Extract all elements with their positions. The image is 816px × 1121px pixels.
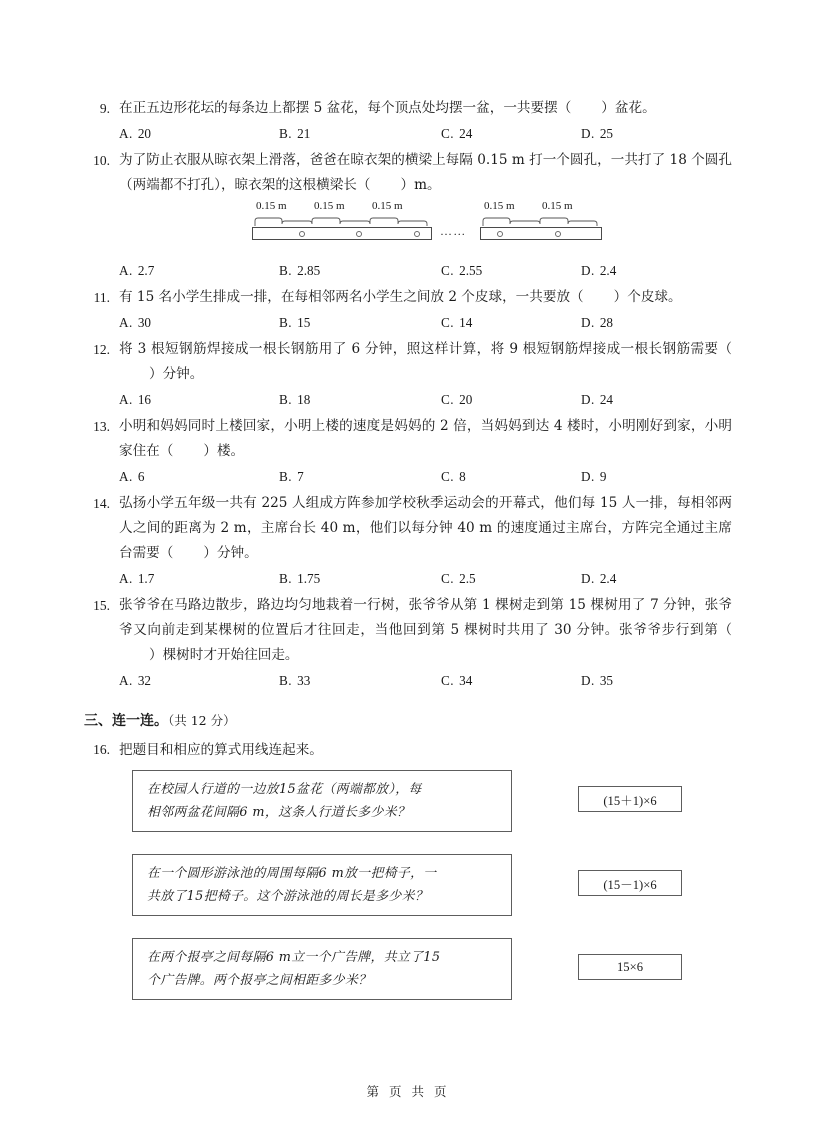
option-d-letter: D. bbox=[581, 673, 595, 688]
question-12-text bbox=[119, 337, 732, 387]
option-d-value: 2.4 bbox=[599, 571, 617, 586]
diagram-rail-right bbox=[480, 227, 602, 240]
option-b[interactable] bbox=[279, 464, 441, 489]
option-c[interactable] bbox=[441, 387, 581, 412]
option-d[interactable] bbox=[581, 387, 613, 412]
option-b-letter: B. bbox=[279, 469, 293, 484]
option-b[interactable] bbox=[279, 258, 441, 283]
option-c[interactable] bbox=[441, 310, 581, 335]
question-13-options bbox=[119, 464, 732, 489]
option-c[interactable] bbox=[441, 566, 581, 591]
option-d[interactable] bbox=[581, 566, 616, 591]
formula-text: 15×6 bbox=[617, 959, 643, 974]
question-14-tail: ）分钟。 bbox=[203, 545, 258, 561]
option-b-letter: B. bbox=[279, 315, 293, 330]
matching-row bbox=[84, 924, 732, 1002]
question-11-stem: 有 15 名小学生排成一排，在每相邻两名小学生之间放 2 个皮球，一共要放（ bbox=[119, 289, 584, 305]
diagram-label-left-3: 0.15 m bbox=[372, 200, 403, 212]
option-c-letter: C. bbox=[441, 469, 455, 484]
question-15-number: 15. bbox=[93, 598, 110, 613]
diagram-hole bbox=[414, 231, 420, 237]
option-b[interactable] bbox=[279, 566, 441, 591]
question-9-text bbox=[119, 96, 732, 121]
diagram-ellipsis: …… bbox=[440, 224, 467, 238]
option-c-letter: C. bbox=[441, 126, 455, 141]
option-a[interactable] bbox=[119, 566, 279, 591]
question-13-tail: ）楼。 bbox=[203, 443, 245, 459]
matching-prompt-1[interactable] bbox=[132, 770, 512, 832]
prompt-line: 相邻两盆花间隔6 m，这条人行道长多少米？ bbox=[147, 805, 411, 820]
option-b-letter: B. bbox=[279, 126, 293, 141]
question-14-options bbox=[119, 566, 732, 591]
option-d-value: 2.4 bbox=[599, 263, 617, 278]
matching-formula-3[interactable] bbox=[578, 954, 682, 980]
matching-prompt-2[interactable] bbox=[132, 854, 512, 916]
option-a-letter: A. bbox=[119, 571, 133, 586]
option-d-value: 9 bbox=[599, 469, 607, 484]
option-a-letter: A. bbox=[119, 263, 133, 278]
option-b-value: 2.85 bbox=[297, 263, 321, 278]
question-13-stem: 小明和妈妈同时上楼回家，小明上楼的速度是妈妈的 2 倍，当妈妈到达 4 楼时，小明刚好到家，小明家住在（ bbox=[119, 418, 732, 459]
question-11 bbox=[84, 285, 732, 335]
option-b[interactable] bbox=[279, 121, 441, 146]
question-10-tail: ）m。 bbox=[400, 177, 441, 193]
option-a-letter: A. bbox=[119, 673, 133, 688]
option-d-letter: D. bbox=[581, 469, 595, 484]
option-a-value: 2.7 bbox=[137, 263, 155, 278]
question-15-tail: ）棵树时才开始往回走。 bbox=[149, 647, 299, 663]
option-c-value: 8 bbox=[459, 469, 466, 484]
question-16-instruction: 把题目和相应的算式用线连起来。 bbox=[119, 742, 323, 757]
matching-area bbox=[84, 768, 732, 1002]
option-a-value: 16 bbox=[137, 392, 152, 407]
diagram-label-right-1: 0.15 m bbox=[484, 200, 515, 212]
option-c-value: 14 bbox=[459, 315, 473, 330]
option-d-letter: D. bbox=[581, 315, 595, 330]
question-15-options bbox=[119, 668, 732, 693]
question-11-number: 11. bbox=[93, 290, 110, 305]
option-a[interactable] bbox=[119, 121, 279, 146]
option-b-letter: B. bbox=[279, 673, 293, 688]
option-a[interactable] bbox=[119, 387, 279, 412]
matching-prompt-3[interactable] bbox=[132, 938, 512, 1000]
question-14-stem: 弘扬小学五年级一共有 225 人组成方阵参加学校秋季运动会的开幕式，他们每 15 人一排，每相邻两人之间的距离为 2 m，主席台长 40 m，他们以每分钟 40 m 的速度通过主席台，方阵完全通过主席台需要（ bbox=[119, 495, 732, 561]
question-10-stem: 为了防止衣服从晾衣架上滑落，爸爸在晾衣架的横梁上每隔 0.15 m 打一个圆孔，一共打了 18 个圆孔（两端都不打孔），晾衣架的这根横梁长（ bbox=[119, 152, 732, 193]
option-a-value: 1.7 bbox=[137, 571, 155, 586]
section-heading-points: （共 12 分） bbox=[168, 713, 236, 728]
option-a-value: 30 bbox=[137, 315, 152, 330]
option-d[interactable] bbox=[581, 121, 613, 146]
option-d[interactable] bbox=[581, 668, 613, 693]
matching-formula-1[interactable] bbox=[578, 786, 682, 812]
diagram-label-right-2: 0.15 m bbox=[542, 200, 573, 212]
question-9-options bbox=[119, 121, 732, 146]
option-d-letter: D. bbox=[581, 263, 595, 278]
option-c[interactable] bbox=[441, 464, 581, 489]
page-footer: 第 页 共 页 bbox=[366, 1084, 450, 1099]
option-b-value: 18 bbox=[297, 392, 311, 407]
option-a-letter: A. bbox=[119, 315, 133, 330]
option-a-letter: A. bbox=[119, 469, 133, 484]
question-12 bbox=[84, 337, 732, 412]
clothes-rack-diagram bbox=[84, 200, 732, 256]
option-a[interactable] bbox=[119, 668, 279, 693]
question-11-tail: ）个皮球。 bbox=[613, 289, 682, 305]
question-13-number: 13. bbox=[93, 419, 110, 434]
diagram-hole bbox=[555, 231, 561, 237]
option-b-value: 33 bbox=[297, 673, 311, 688]
question-14-number: 14. bbox=[93, 496, 110, 511]
question-9-tail: ）盆花。 bbox=[601, 100, 656, 116]
option-b[interactable] bbox=[279, 668, 441, 693]
question-12-tail: ）分钟。 bbox=[149, 366, 204, 382]
question-13-text bbox=[119, 414, 732, 464]
question-10 bbox=[84, 148, 732, 283]
prompt-line: 个广告牌。两个报亭之间相距多少米？ bbox=[147, 973, 372, 988]
option-b-value: 7 bbox=[297, 469, 304, 484]
question-15-text bbox=[119, 593, 732, 668]
option-c-letter: C. bbox=[441, 263, 455, 278]
option-a[interactable] bbox=[119, 258, 279, 283]
question-12-stem: 将 3 根短钢筋焊接成一根长钢筋用了 6 分钟，照这样计算，将 9 根短钢筋焊接成一根长钢筋需要（ bbox=[119, 341, 732, 357]
option-a-letter: A. bbox=[119, 126, 133, 141]
question-10-text bbox=[119, 148, 732, 198]
diagram-brace-right bbox=[482, 216, 600, 225]
page-content bbox=[84, 96, 732, 1002]
option-d-value: 25 bbox=[599, 126, 614, 141]
option-c-value: 20 bbox=[459, 392, 473, 407]
option-a-value: 20 bbox=[137, 126, 152, 141]
option-d-value: 28 bbox=[599, 315, 614, 330]
diagram-label-left-2: 0.15 m bbox=[314, 200, 345, 212]
question-9-stem: 在正五边形花坛的每条边上都摆 5 盆花，每个顶点处均摆一盆，一共要摆（ bbox=[119, 100, 572, 116]
option-a-value: 32 bbox=[137, 673, 152, 688]
option-a[interactable] bbox=[119, 310, 279, 335]
option-b-value: 21 bbox=[297, 126, 311, 141]
option-d[interactable] bbox=[581, 310, 613, 335]
matching-row bbox=[84, 846, 732, 924]
option-d[interactable] bbox=[581, 258, 616, 283]
question-12-options bbox=[119, 387, 732, 412]
option-a[interactable] bbox=[119, 464, 279, 489]
question-11-text bbox=[119, 285, 732, 310]
question-10-number: 10. bbox=[93, 153, 110, 168]
question-16 bbox=[84, 737, 732, 762]
question-13 bbox=[84, 414, 732, 489]
matching-formula-2[interactable] bbox=[578, 870, 682, 896]
diagram-brace-left bbox=[254, 216, 428, 225]
option-d-value: 35 bbox=[599, 673, 614, 688]
option-d[interactable] bbox=[581, 464, 606, 489]
option-d-value: 24 bbox=[599, 392, 614, 407]
matching-row bbox=[84, 768, 732, 846]
option-c-letter: C. bbox=[441, 673, 455, 688]
formula-text: (15＋1)×6 bbox=[603, 793, 657, 808]
diagram-hole bbox=[299, 231, 305, 237]
prompt-line: 在两个报亭之间每隔6 m立一个广告牌，共立了15 bbox=[147, 950, 441, 965]
option-b-letter: B. bbox=[279, 263, 293, 278]
option-c-value: 2.55 bbox=[459, 263, 483, 278]
option-b-value: 1.75 bbox=[297, 571, 321, 586]
question-16-number: 16. bbox=[93, 742, 110, 757]
option-b-letter: B. bbox=[279, 392, 293, 407]
option-d-letter: D. bbox=[581, 126, 595, 141]
option-c[interactable] bbox=[441, 121, 581, 146]
option-c[interactable] bbox=[441, 668, 581, 693]
option-b-value: 15 bbox=[297, 315, 311, 330]
question-11-options bbox=[119, 310, 732, 335]
question-15-stem: 张爷爷在马路边散步，路边均匀地栽着一行树，张爷爷从第 1 棵树走到第 15 棵树用了 7 分钟，张爷爷又向前走到某棵树的位置后才往回走，当他回到第 5 棵树时共用了 30 分钟。张爷爷步行到第（ bbox=[119, 597, 732, 638]
option-a-value: 6 bbox=[137, 469, 145, 484]
option-b-letter: B. bbox=[279, 571, 293, 586]
prompt-line: 在一个圆形游泳池的周围每隔6 m放一把椅子，一 bbox=[147, 866, 437, 881]
section-heading-title: 三、连一连。 bbox=[84, 713, 168, 729]
diagram-hole bbox=[356, 231, 362, 237]
option-c-value: 2.5 bbox=[459, 571, 476, 586]
question-15 bbox=[84, 593, 732, 693]
formula-text: (15－1)×6 bbox=[603, 877, 657, 892]
option-b[interactable] bbox=[279, 387, 441, 412]
question-14 bbox=[84, 491, 732, 591]
prompt-line: 共放了15把椅子。这个游泳池的周长是多少米？ bbox=[147, 889, 429, 904]
question-9-number: 9. bbox=[99, 101, 110, 116]
option-d-letter: D. bbox=[581, 392, 595, 407]
diagram-rail-left bbox=[252, 227, 432, 240]
option-c-letter: C. bbox=[441, 392, 455, 407]
option-c[interactable] bbox=[441, 258, 581, 283]
option-c-value: 34 bbox=[459, 673, 473, 688]
prompt-line: 在校园人行道的一边放15盆花（两端都放），每 bbox=[147, 782, 422, 797]
diagram-hole bbox=[497, 231, 503, 237]
option-c-value: 24 bbox=[459, 126, 473, 141]
option-c-letter: C. bbox=[441, 571, 455, 586]
diagram-label-left-1: 0.15 m bbox=[256, 200, 287, 212]
option-d-letter: D. bbox=[581, 571, 595, 586]
option-c-letter: C. bbox=[441, 315, 455, 330]
option-a-letter: A. bbox=[119, 392, 133, 407]
question-12-number: 12. bbox=[93, 342, 110, 357]
section-heading bbox=[84, 709, 732, 733]
option-b[interactable] bbox=[279, 310, 441, 335]
question-9 bbox=[84, 96, 732, 146]
question-10-options bbox=[119, 258, 732, 283]
question-14-text bbox=[119, 491, 732, 566]
